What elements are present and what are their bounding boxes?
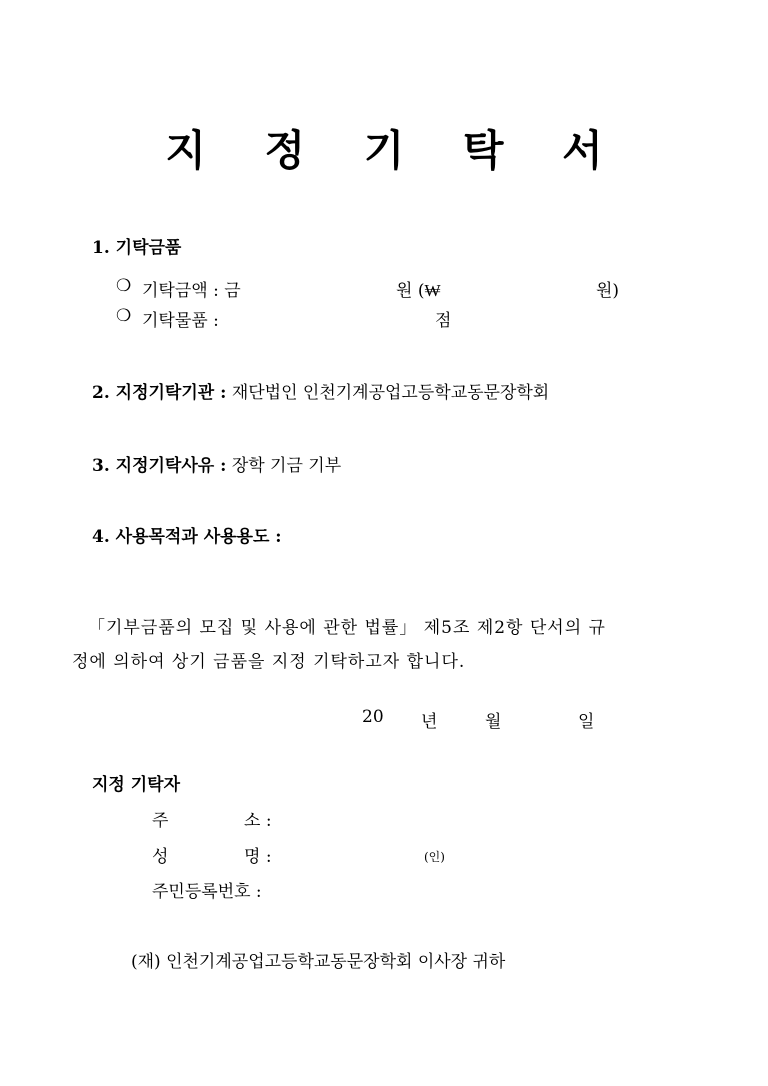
address-label-b: 소 : [244,811,272,831]
goods-unit-label: 점 [435,311,452,331]
section-2 [92,378,549,403]
paragraph-line-1: 「기부금품의 모집 및 사용에 관한 법률」 제5조 제2항 단서의 규 [88,618,606,638]
section-3-value: 장학 기금 기부 [231,456,342,476]
paragraph-line-2: 정에 의하여 상기 금품을 지정 기탁하고자 합니다. [72,652,466,672]
section-4-heading: 4. 사용목적과 사용용도 : [92,527,282,547]
id-number-label: 주민등록번호 : [152,882,262,902]
address-label-a: 주 [152,811,169,831]
date-day: 일 [578,712,595,732]
section-3 [92,451,341,476]
section-2-heading: 2. 지정기탁기관 : [92,383,227,403]
addressee: (재) 인천기계공업고등학교동문장학회 이사장 귀하 [131,952,506,972]
date-year-prefix: 20 [362,707,384,727]
name-label-b: 명 : [244,847,272,867]
section-2-value: 재단법인 인천기계공업고등학교동문장학회 [231,383,550,403]
bullet-icon: ❍ [116,276,132,296]
date-month: 월 [485,712,502,732]
name-label-a: 성 [152,847,169,867]
section-3-heading: 3. 지정기탁사유 : [92,456,227,476]
date-year: 년 [421,712,438,732]
amount-won-label: 원 (₩ [396,281,441,301]
donor-heading: 지정 기탁자 [92,775,181,795]
seal-mark: (인) [424,850,445,864]
goods-label: 기탁물품 : [142,311,219,331]
section-1-heading: 1. 기탁금품 [92,238,182,258]
bullet-icon: ❍ [116,306,132,326]
document-title: 지 정 기 탁 서 [165,126,625,175]
amount-label: 기탁금액 : 금 [142,281,241,301]
amount-won-end-label: 원) [596,281,620,301]
